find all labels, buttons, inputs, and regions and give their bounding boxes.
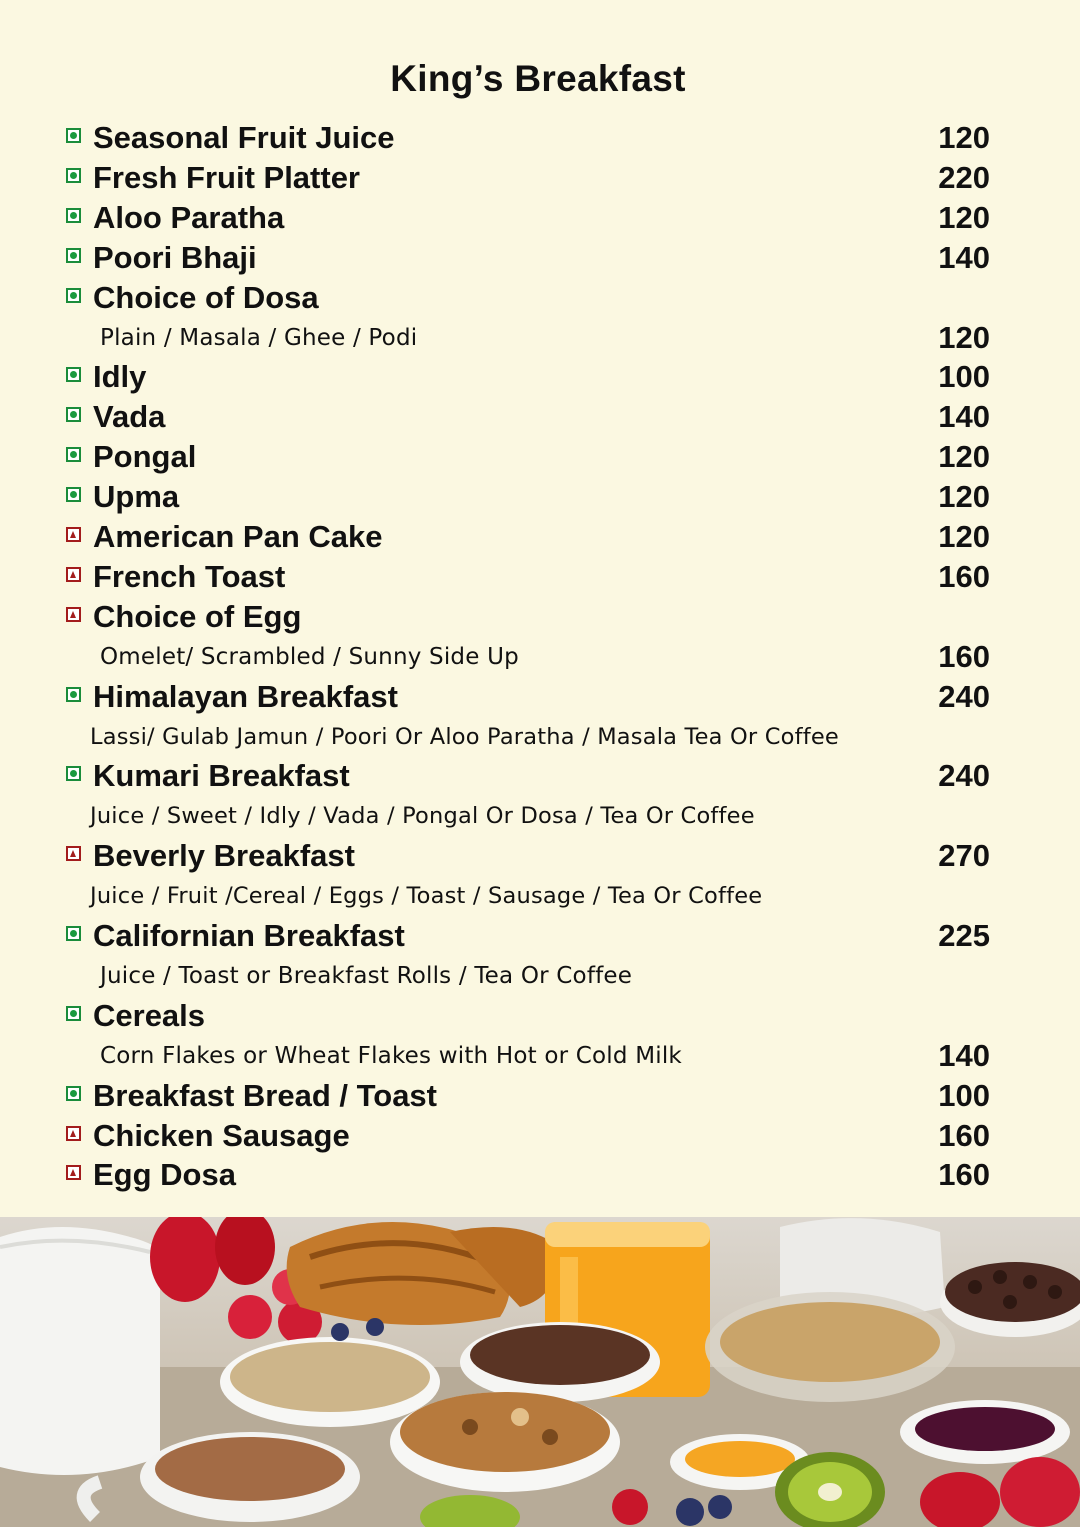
menu-row bbox=[0, 1116, 1080, 1156]
item-description: Juice / Sweet / Idly / Vada / Pongal Or Dosa / Tea Or Coffee bbox=[90, 803, 755, 830]
item-price: 120 bbox=[938, 199, 990, 235]
item-price: 120 bbox=[938, 439, 990, 475]
item-name: Upma bbox=[93, 479, 180, 515]
veg-icon bbox=[66, 766, 81, 781]
item-description: Lassi/ Gulab Jamun / Poori Or Aloo Paratha / Masala Tea Or Coffee bbox=[90, 723, 839, 750]
item-price: 240 bbox=[938, 758, 990, 794]
menu-row bbox=[0, 916, 1080, 956]
item-price: 270 bbox=[938, 838, 990, 874]
item-price: 160 bbox=[938, 1157, 990, 1193]
veg-icon bbox=[66, 487, 81, 502]
breakfast-photo bbox=[0, 1217, 1080, 1527]
item-price: 140 bbox=[938, 239, 990, 275]
veg-icon bbox=[66, 288, 81, 303]
veg-icon bbox=[66, 168, 81, 183]
item-price: 220 bbox=[938, 159, 990, 195]
veg-icon bbox=[66, 687, 81, 702]
item-name: Fresh Fruit Platter bbox=[93, 159, 360, 195]
veg-icon bbox=[66, 926, 81, 941]
item-price: 120 bbox=[938, 479, 990, 515]
item-price: 100 bbox=[938, 1077, 990, 1113]
menu-row bbox=[0, 677, 1080, 717]
menu-row bbox=[0, 717, 1080, 757]
item-name: French Toast bbox=[93, 558, 286, 594]
item-description: Juice / Toast or Breakfast Rolls / Tea Or Coffee bbox=[100, 962, 633, 989]
item-price: 225 bbox=[938, 918, 990, 953]
item-price: 160 bbox=[938, 638, 990, 674]
menu-row bbox=[0, 597, 1080, 637]
item-description: Corn Flakes or Wheat Flakes with Hot or Cold Milk bbox=[100, 1042, 682, 1069]
veg-icon bbox=[66, 128, 81, 143]
item-price: 160 bbox=[938, 558, 990, 594]
non-veg-icon bbox=[66, 607, 81, 622]
page-title: King’s Breakfast bbox=[390, 58, 686, 99]
menu-row bbox=[0, 1155, 1080, 1195]
item-name: Choice of Dosa bbox=[93, 279, 319, 315]
menu-row bbox=[0, 756, 1080, 796]
menu-row bbox=[0, 397, 1080, 437]
menu-row bbox=[0, 836, 1080, 876]
item-name: Pongal bbox=[93, 439, 197, 475]
veg-icon bbox=[66, 248, 81, 263]
item-name: Choice of Egg bbox=[93, 598, 302, 634]
item-price: 100 bbox=[938, 359, 990, 395]
item-price: 120 bbox=[938, 519, 990, 554]
menu-row bbox=[0, 158, 1080, 198]
item-description: Plain / Masala / Ghee / Podi bbox=[100, 324, 418, 351]
item-name: Beverly Breakfast bbox=[93, 838, 355, 874]
item-price: 120 bbox=[938, 120, 990, 155]
item-description: Juice / Fruit /Cereal / Eggs / Toast / Sausage / Tea Or Coffee bbox=[90, 883, 763, 910]
menu-row bbox=[0, 796, 1080, 836]
non-veg-icon bbox=[66, 846, 81, 861]
menu-row bbox=[0, 1036, 1080, 1076]
veg-icon bbox=[66, 407, 81, 422]
veg-icon bbox=[66, 1006, 81, 1021]
menu-row bbox=[0, 517, 1080, 557]
item-name: Aloo Paratha bbox=[93, 199, 285, 235]
menu-row bbox=[0, 956, 1080, 996]
item-name: Seasonal Fruit Juice bbox=[93, 120, 395, 155]
veg-icon bbox=[66, 208, 81, 223]
item-description: Omelet/ Scrambled / Sunny Side Up bbox=[100, 643, 519, 670]
item-price: 140 bbox=[938, 1037, 990, 1073]
non-veg-icon bbox=[66, 527, 81, 542]
menu-row bbox=[0, 118, 1080, 158]
menu-row bbox=[0, 996, 1080, 1036]
item-name: Californian Breakfast bbox=[93, 918, 405, 953]
item-name: Kumari Breakfast bbox=[93, 758, 350, 794]
menu-row bbox=[0, 876, 1080, 916]
menu-row bbox=[0, 637, 1080, 677]
item-price: 160 bbox=[938, 1117, 990, 1153]
menu-row bbox=[0, 1076, 1080, 1116]
item-price: 140 bbox=[938, 399, 990, 435]
item-price: 240 bbox=[938, 678, 990, 714]
menu-row bbox=[0, 357, 1080, 397]
menu-row bbox=[0, 198, 1080, 238]
item-name: Vada bbox=[93, 399, 166, 435]
non-veg-icon bbox=[66, 1165, 81, 1180]
item-name: Idly bbox=[93, 359, 147, 395]
veg-icon bbox=[66, 367, 81, 382]
menu-row bbox=[0, 278, 1080, 318]
item-name: Breakfast Bread / Toast bbox=[93, 1077, 437, 1113]
non-veg-icon bbox=[66, 1126, 81, 1141]
veg-icon bbox=[66, 1086, 81, 1101]
non-veg-icon bbox=[66, 567, 81, 582]
item-name: Poori Bhaji bbox=[93, 239, 257, 275]
item-name: Chicken Sausage bbox=[93, 1117, 350, 1153]
menu-row bbox=[0, 477, 1080, 517]
veg-icon bbox=[66, 447, 81, 462]
item-name: Cereals bbox=[93, 997, 206, 1033]
item-name: Himalayan Breakfast bbox=[93, 678, 398, 714]
item-name: American Pan Cake bbox=[93, 519, 383, 554]
item-name: Egg Dosa bbox=[93, 1157, 236, 1193]
menu-row bbox=[0, 318, 1080, 358]
menu-row bbox=[0, 437, 1080, 477]
menu-row bbox=[0, 557, 1080, 597]
item-price: 120 bbox=[938, 319, 990, 355]
menu-row bbox=[0, 238, 1080, 278]
